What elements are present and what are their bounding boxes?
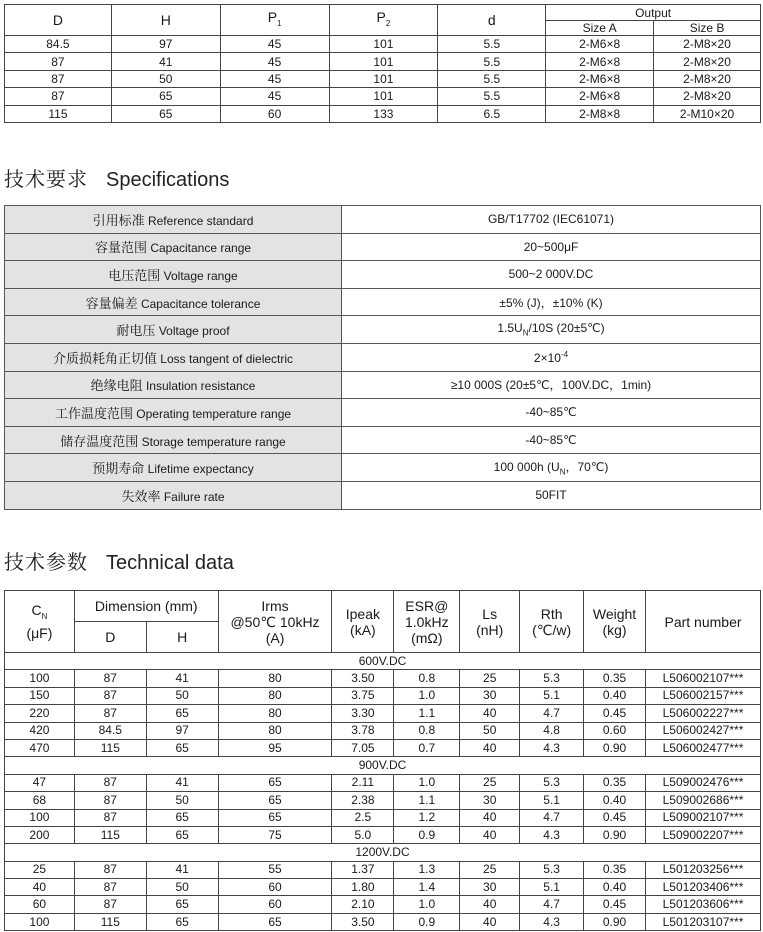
table-row [5, 705, 761, 722]
spec-value [342, 399, 761, 427]
table-cell: 0.90 [584, 739, 646, 756]
spec-label [5, 233, 342, 261]
table-cell: 5.3 [520, 861, 584, 878]
table-cell: 100 [5, 913, 75, 930]
table-row [5, 739, 761, 756]
table-cell: 5.5 [438, 70, 546, 87]
spec-row [5, 399, 761, 427]
table-row [5, 36, 761, 53]
table-cell: 115 [74, 913, 146, 930]
table-cell: 65 [146, 739, 218, 756]
table-row [5, 105, 761, 122]
spec-value-text: 2×10 [533, 350, 561, 365]
spec-value [342, 316, 761, 344]
table-cell: 50 [146, 687, 218, 704]
spec-value-text: -40~85℃ [525, 433, 577, 448]
table-cell: 4.7 [520, 809, 584, 826]
col-size-b: Size B [654, 21, 761, 36]
table-cell: 87 [74, 687, 146, 704]
col-part-number: Part number [646, 591, 761, 653]
spec-row [5, 426, 761, 454]
spec-label [5, 399, 342, 427]
col-capacitance: $C_N$ (μF) [5, 591, 75, 653]
spec-value-sub: N [522, 328, 529, 338]
spec-label-cn: 失效率 [121, 488, 161, 504]
table-cell: 200 [5, 826, 75, 843]
table-cell: 87 [5, 53, 112, 70]
table-cell: 50 [460, 722, 520, 739]
spec-value [342, 233, 761, 261]
table-cell: 25 [460, 774, 520, 791]
spec-label-en: Storage temperature range [141, 434, 286, 449]
table-cell: 40 [460, 705, 520, 722]
table-row [5, 687, 761, 704]
spec-value-text: 500~2 000V.DC [508, 267, 594, 282]
table-cell: 40 [460, 826, 520, 843]
table-cell: 50 [146, 879, 218, 896]
table-cell: 60 [218, 879, 332, 896]
table-cell: 5.5 [438, 53, 546, 70]
table-cell: 115 [74, 739, 146, 756]
table-row [5, 826, 761, 843]
table-cell: 41 [146, 861, 218, 878]
table-cell: 115 [5, 105, 112, 122]
table-cell: 2.5 [332, 809, 394, 826]
table-cell: 1.4 [394, 879, 460, 896]
table-cell: 65 [218, 809, 332, 826]
table-cell: 87 [74, 896, 146, 913]
specs-table [4, 205, 761, 510]
spec-label [5, 371, 342, 399]
table-cell: L509002686*** [646, 792, 761, 809]
spec-row [5, 481, 761, 509]
table-cell: 65 [218, 774, 332, 791]
spec-label-cn: 引用标准 [92, 212, 145, 228]
spec-label [5, 481, 342, 509]
table-cell: 65 [111, 88, 220, 105]
table-cell: 470 [5, 739, 75, 756]
table-cell: 2-M10×20 [654, 105, 761, 122]
spec-value-text: ≥10 000S (20±5℃，100V.DC，1min) [450, 378, 652, 393]
table-cell: 3.75 [332, 687, 394, 704]
table-cell: 30 [460, 879, 520, 896]
spec-label-en: Reference standard [147, 213, 254, 228]
table-cell: 3.78 [332, 722, 394, 739]
table-cell: L506002107*** [646, 670, 761, 687]
table-cell: 45 [220, 53, 329, 70]
col-d: D [5, 5, 112, 36]
table-cell: 60 [218, 896, 332, 913]
col-esr: ESR@ 1.0kHz (mΩ) [394, 591, 460, 653]
table-cell: 60 [5, 896, 75, 913]
table-cell: 0.45 [584, 705, 646, 722]
table-cell: 2.10 [332, 896, 394, 913]
spec-label [5, 454, 342, 482]
voltage-group-label: 600V.DC [5, 653, 761, 670]
table-cell: 5.5 [438, 88, 546, 105]
spec-row [5, 343, 761, 371]
table-cell: 80 [218, 687, 332, 704]
table-cell: 220 [5, 705, 75, 722]
spec-row [5, 454, 761, 482]
table-cell: 1.80 [332, 879, 394, 896]
table-cell: 87 [74, 774, 146, 791]
table-cell: 101 [329, 53, 438, 70]
col-ls: Ls (nH) [460, 591, 520, 653]
col-dimension: Dimension (mm) [74, 591, 218, 622]
table-cell: L506002427*** [646, 722, 761, 739]
table-cell: 0.45 [584, 809, 646, 826]
table-cell: 3.30 [332, 705, 394, 722]
spec-label-en: Capacitance tolerance [140, 296, 261, 311]
table-cell: 5.0 [332, 826, 394, 843]
table-cell: 68 [5, 792, 75, 809]
table-cell: 5.1 [520, 879, 584, 896]
table-cell: 45 [220, 88, 329, 105]
table-cell: 87 [5, 88, 112, 105]
spec-row [5, 288, 761, 316]
spec-value-sub: N [559, 467, 566, 477]
spec-value-text: GB/T17702 (IEC61071) [487, 212, 615, 227]
spec-label-cn: 耐电压 [116, 323, 156, 339]
spec-value [342, 426, 761, 454]
table-cell: 5.3 [520, 670, 584, 687]
table-cell: 80 [218, 722, 332, 739]
table-cell: 87 [74, 792, 146, 809]
table-cell: 133 [329, 105, 438, 122]
table-cell: 65 [111, 105, 220, 122]
table-cell: 3.50 [332, 913, 394, 930]
col-size-a: Size A [546, 21, 654, 36]
table-cell: 40 [460, 913, 520, 930]
table-cell: 4.3 [520, 739, 584, 756]
table-cell: 87 [74, 809, 146, 826]
spec-label-en: Loss tangent of dielectric [160, 351, 294, 366]
spec-value [342, 371, 761, 399]
table-cell: 0.9 [394, 913, 460, 930]
table-row [5, 809, 761, 826]
spec-row [5, 261, 761, 289]
spec-label-en: Failure rate [163, 489, 225, 504]
table-cell: 5.1 [520, 792, 584, 809]
spec-value [342, 288, 761, 316]
table-cell: 30 [460, 687, 520, 704]
table-row [5, 792, 761, 809]
spec-label-en: Voltage range [163, 268, 238, 283]
table-cell: 40 [460, 739, 520, 756]
table-cell: 5.5 [438, 36, 546, 53]
table-cell: 2-M8×20 [654, 88, 761, 105]
table-cell: L506002477*** [646, 739, 761, 756]
col-output: Output [546, 5, 761, 21]
table-cell: 0.8 [394, 722, 460, 739]
col-irms: Irms @50℃ 10kHz (A) [218, 591, 332, 653]
table-cell: 50 [146, 792, 218, 809]
table-cell: 2.11 [332, 774, 394, 791]
table-cell: L501203256*** [646, 861, 761, 878]
table-cell: 0.90 [584, 913, 646, 930]
table-cell: 60 [220, 105, 329, 122]
table-cell: 55 [218, 861, 332, 878]
table-cell: 101 [329, 70, 438, 87]
table-cell: 4.3 [520, 826, 584, 843]
table-cell: 2-M8×20 [654, 36, 761, 53]
table-cell: 0.9 [394, 826, 460, 843]
spec-row [5, 206, 761, 234]
table-cell: 87 [74, 861, 146, 878]
spec-row [5, 371, 761, 399]
table-row [5, 670, 761, 687]
table-cell: 41 [111, 53, 220, 70]
table-cell: 5.3 [520, 774, 584, 791]
table-cell: 65 [146, 809, 218, 826]
table-cell: 101 [329, 88, 438, 105]
table-cell: 1.0 [394, 687, 460, 704]
col-dim-h: H [146, 622, 218, 653]
dimensions-table [4, 4, 761, 123]
spec-value-rest: /10S (20±5℃) [528, 321, 605, 336]
spec-value-text: -40~85℃ [525, 405, 577, 420]
table-cell: 0.7 [394, 739, 460, 756]
table-cell: 87 [5, 70, 112, 87]
table-cell: 5.1 [520, 687, 584, 704]
col-weight: Weight (kg) [584, 591, 646, 653]
table-cell: 50 [111, 70, 220, 87]
voltage-group-label: 900V.DC [5, 757, 761, 774]
table-cell: 1.37 [332, 861, 394, 878]
table-cell: 25 [460, 670, 520, 687]
table-cell: 150 [5, 687, 75, 704]
table-row [5, 722, 761, 739]
table-cell: L506002227*** [646, 705, 761, 722]
table-cell: 1.0 [394, 774, 460, 791]
table-cell: 4.7 [520, 896, 584, 913]
col-ipeak: Ipeak (kA) [332, 591, 394, 653]
spec-label [5, 316, 342, 344]
table-cell: L501203107*** [646, 913, 761, 930]
spec-label [5, 426, 342, 454]
table-cell: 41 [146, 670, 218, 687]
col-rth: Rth (℃/w) [520, 591, 584, 653]
table-cell: 65 [218, 792, 332, 809]
table-cell: 30 [460, 792, 520, 809]
table-cell: 0.8 [394, 670, 460, 687]
table-cell: 65 [218, 913, 332, 930]
spec-label-en: Capacitance range [150, 241, 252, 256]
tech-heading: 技术参数 Technical data [4, 552, 234, 574]
spec-value-text: ±5% (J)，±10% (K) [499, 295, 603, 310]
table-cell: 87 [74, 879, 146, 896]
spec-label-cn: 工作温度范围 [54, 405, 133, 421]
col-h: H [111, 5, 220, 36]
spec-value-text: 100 000h (U [493, 460, 560, 475]
spec-label [5, 206, 342, 234]
voltage-group-label: 1200V.DC [5, 844, 761, 861]
spec-value-text: 50FIT [535, 488, 567, 503]
table-cell: 1.0 [394, 896, 460, 913]
table-cell: 0.35 [584, 861, 646, 878]
spec-label-en: Voltage proof [158, 324, 230, 339]
spec-row [5, 316, 761, 344]
table-cell: 7.05 [332, 739, 394, 756]
table-cell: 41 [146, 774, 218, 791]
table-cell: 97 [111, 36, 220, 53]
table-cell: L509002207*** [646, 826, 761, 843]
table-cell: 100 [5, 670, 75, 687]
spec-label-cn: 储存温度范围 [60, 433, 139, 449]
table-cell: 40 [460, 809, 520, 826]
table-cell: 0.40 [584, 792, 646, 809]
col-p1: $P_1$ [220, 5, 329, 36]
table-cell: 65 [146, 896, 218, 913]
tech-table [4, 590, 761, 931]
table-cell: 87 [74, 705, 146, 722]
spec-label-cn: 容量偏差 [85, 295, 138, 311]
voltage-group-row [5, 653, 761, 670]
spec-value-text: 20~500μF [523, 239, 579, 254]
spec-label [5, 261, 342, 289]
table-cell: 0.40 [584, 687, 646, 704]
table-cell: 1.3 [394, 861, 460, 878]
table-cell: 101 [329, 36, 438, 53]
spec-label-cn: 容量范围 [94, 240, 147, 256]
col-dim-d: D [74, 622, 146, 653]
spec-value [342, 481, 761, 509]
table-cell: 0.40 [584, 879, 646, 896]
specs-heading: 技术要求 Specifications [4, 169, 230, 191]
table-cell: 25 [5, 861, 75, 878]
table-cell: 0.35 [584, 774, 646, 791]
spec-label [5, 343, 342, 371]
table-cell: 65 [146, 913, 218, 930]
table-cell: 1.1 [394, 792, 460, 809]
table-cell: 2-M6×8 [546, 36, 654, 53]
table-cell: 2-M8×20 [654, 53, 761, 70]
spec-value [342, 454, 761, 482]
table-row [5, 913, 761, 930]
table-cell: 4.8 [520, 722, 584, 739]
table-cell: 2-M6×8 [546, 70, 654, 87]
table-cell: 2.38 [332, 792, 394, 809]
table-cell: 0.60 [584, 722, 646, 739]
table-cell: 100 [5, 809, 75, 826]
spec-value [342, 261, 761, 289]
spec-value [342, 343, 761, 371]
table-cell: 80 [218, 670, 332, 687]
table-cell: L501203606*** [646, 896, 761, 913]
spec-label-en: Insulation resistance [145, 379, 256, 394]
spec-value-rest: ，70℃) [565, 460, 609, 475]
voltage-group-row [5, 844, 761, 861]
table-cell: 45 [220, 70, 329, 87]
spec-value [342, 206, 761, 234]
table-cell: 2-M6×8 [546, 88, 654, 105]
table-cell: 4.3 [520, 913, 584, 930]
table-cell: 2-M8×20 [654, 70, 761, 87]
table-row [5, 879, 761, 896]
table-cell: 84.5 [5, 36, 112, 53]
table-cell: 3.50 [332, 670, 394, 687]
table-cell: 420 [5, 722, 75, 739]
spec-label-en: Operating temperature range [136, 406, 292, 421]
col-p2: $P_2$ [329, 5, 438, 36]
table-row [5, 53, 761, 70]
table-row [5, 861, 761, 878]
table-cell: L506002157*** [646, 687, 761, 704]
table-cell: L509002476*** [646, 774, 761, 791]
table-cell: 2-M8×8 [546, 105, 654, 122]
table-cell: 97 [146, 722, 218, 739]
table-cell: 6.5 [438, 105, 546, 122]
voltage-group-row [5, 757, 761, 774]
table-cell: 84.5 [74, 722, 146, 739]
table-cell: 95 [218, 739, 332, 756]
table-cell: 115 [74, 826, 146, 843]
col-dd: d [438, 5, 546, 36]
table-row [5, 70, 761, 87]
table-row [5, 774, 761, 791]
table-row [5, 88, 761, 105]
table-cell: 47 [5, 774, 75, 791]
table-cell: 87 [74, 670, 146, 687]
spec-label [5, 288, 342, 316]
table-cell: L501203406*** [646, 879, 761, 896]
table-cell: 2-M6×8 [546, 53, 654, 70]
table-cell: 4.7 [520, 705, 584, 722]
table-cell: 65 [146, 705, 218, 722]
spec-value-text: 1.5U [497, 321, 523, 336]
spec-label-cn: 预期寿命 [92, 461, 145, 477]
table-cell: 80 [218, 705, 332, 722]
table-cell: 40 [5, 879, 75, 896]
table-cell: 0.35 [584, 670, 646, 687]
table-cell: 40 [460, 896, 520, 913]
table-cell: 25 [460, 861, 520, 878]
spec-row [5, 233, 761, 261]
table-cell: L509002107*** [646, 809, 761, 826]
table-cell: 0.90 [584, 826, 646, 843]
table-cell: 45 [220, 36, 329, 53]
spec-label-en: Lifetime expectancy [147, 462, 254, 477]
table-row [5, 896, 761, 913]
spec-label-cn: 绝缘电阻 [90, 378, 143, 394]
spec-label-cn: 介质损耗角正切值 [52, 350, 157, 366]
table-cell: 65 [146, 826, 218, 843]
table-cell: 1.2 [394, 809, 460, 826]
table-cell: 75 [218, 826, 332, 843]
table-cell: 1.1 [394, 705, 460, 722]
table-cell: 0.45 [584, 896, 646, 913]
spec-label-cn: 电压范围 [108, 267, 161, 283]
spec-value-sup: -4 [560, 349, 569, 359]
